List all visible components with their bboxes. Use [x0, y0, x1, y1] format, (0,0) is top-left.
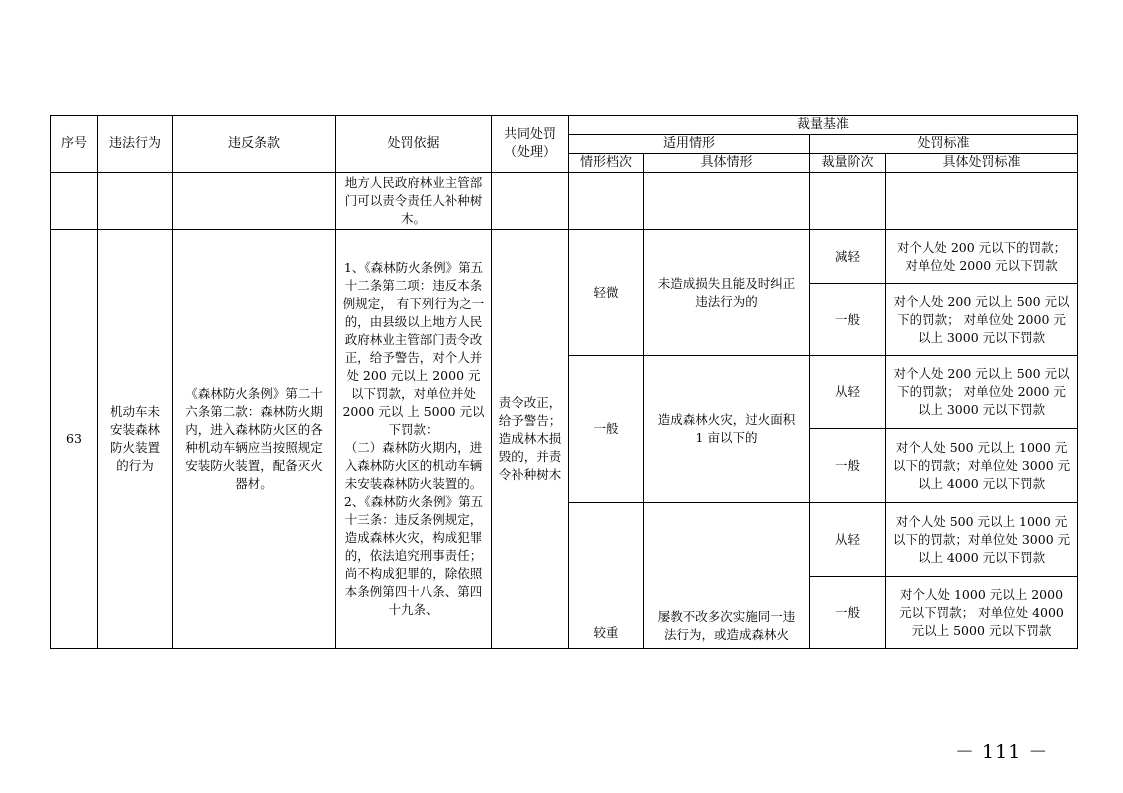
standard-cell: 对个人处 200 元以下的罚款；对单位处 2000 元以下罚款 — [886, 230, 1078, 284]
header-level: 情形档次 — [569, 154, 644, 173]
header-row-1 — [51, 116, 1078, 135]
header-violation: 违法行为 — [98, 116, 173, 173]
standard-cell: 对个人处 200 元以上 500 元以下的罚款； 对单位处 2000 元以上 3000 元以下罚款 — [886, 356, 1078, 429]
grade-cell: 一般 — [810, 577, 886, 649]
page-number: － 111 － — [955, 741, 1049, 763]
grade-cell: 从轻 — [810, 503, 886, 577]
standard-cell: 对个人处 500 元以上 1000 元 以下的罚款；对单位处 3000 元以上 4000 元以下罚款 — [886, 429, 1078, 503]
detail-cell: 未造成损失且能及时纠正违法行为的 — [644, 230, 810, 356]
item-clause: 《森林防火条例》第二十六条第二款：森林防火期内，进入森林防火区的各种机动车辆应当按照规定安装防火装置，配备灭火器材。 — [173, 230, 336, 649]
item-violation: 机动车未安装森林防火装置的行为 — [98, 230, 173, 649]
grade-cell: 一般 — [810, 284, 886, 356]
penalty-discretion-table — [50, 115, 1078, 649]
header-specific-standard: 具体处罚标准 — [886, 154, 1078, 173]
standard-cell: 对个人处 200 元以上 500 元以下的罚款； 对单位处 2000 元以上 3000 元以下罚款 — [886, 284, 1078, 356]
header-common-penalty: 共同处罚（处理） — [492, 116, 569, 173]
grade-cell: 从轻 — [810, 356, 886, 429]
table-row — [51, 230, 1078, 284]
header-basis: 处罚依据 — [336, 116, 492, 173]
standard-cell: 对个人处 1000 元以上 2000 元以下罚款； 对单位处 4000 元以上 5000 元以下罚款 — [886, 577, 1078, 649]
item-seq: 63 — [51, 230, 98, 649]
level-cell: 较重 — [569, 503, 644, 649]
item-basis: 1、《森林防火条例》第五十二条第二项：违反本条例规定， 有下列行为之一的，由县级以上地方人民政府林业主管部门责令改正，给予警告，对个人并处 200 元以上 2000 元以下罚款，对单位并处 2000 元以 上 5000 元以下罚款： （二）森林防火期内，进入森林防火区的机动车辆未安装森林防火装置的。 2、《森林防火条例》第五十三条：违反条例规定，造成森林火灾，构成犯罪的，依法追究刑事责任；尚不构成犯罪的，除依照本条例第四十八条、第四十九条、 — [336, 230, 492, 649]
header-discretion: 裁量基准 — [569, 116, 1078, 135]
header-grade: 裁量阶次 — [810, 154, 886, 173]
header-standard: 处罚标准 — [810, 135, 1078, 154]
continuation-basis: 地方人民政府林业主管部门可以责令责任人补种树木。 — [336, 173, 492, 230]
continuation-row — [51, 173, 1078, 230]
level-cell: 一般 — [569, 356, 644, 503]
item-common-penalty: 责令改正，给予警告；造成林木损毁的，并责令补种树木 — [492, 230, 569, 649]
header-situation: 适用情形 — [569, 135, 810, 154]
grade-cell: 一般 — [810, 429, 886, 503]
detail-cell: 屡教不改多次实施同一违法行为，或造成森林火 — [644, 503, 810, 649]
header-seq: 序号 — [51, 116, 98, 173]
detail-cell: 造成森林火灾，过火面积 1 亩以下的 — [644, 356, 810, 503]
standard-cell: 对个人处 500 元以上 1000 元 以下的罚款；对单位处 3000 元以上 4000 元以下罚款 — [886, 503, 1078, 577]
header-clause: 违反条款 — [173, 116, 336, 173]
level-cell: 轻微 — [569, 230, 644, 356]
header-detail: 具体情形 — [644, 154, 810, 173]
grade-cell: 减轻 — [810, 230, 886, 284]
